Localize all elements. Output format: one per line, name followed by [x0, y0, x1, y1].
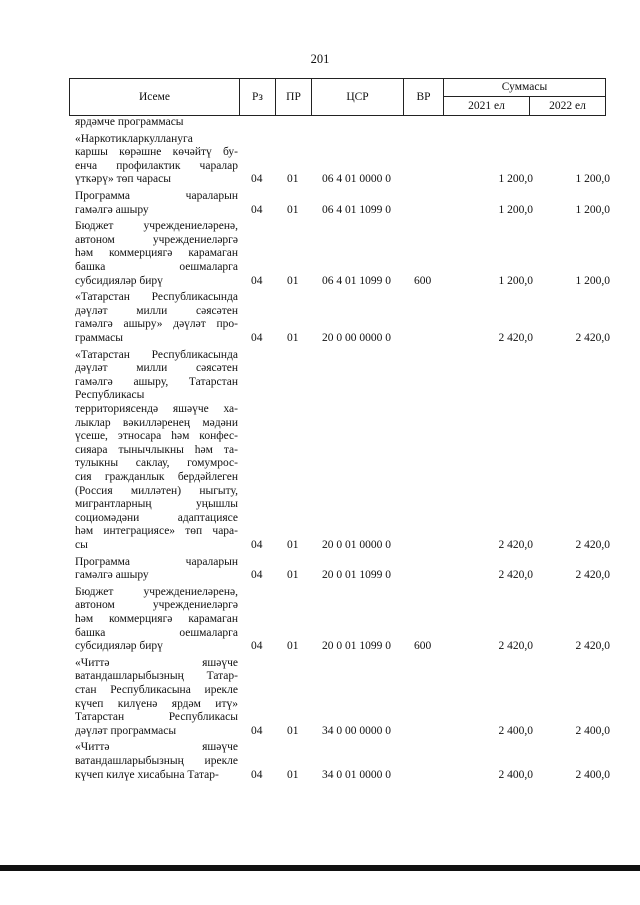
row-name-line: сы — [75, 538, 88, 551]
row-name-line: Программа чараларын — [75, 555, 238, 568]
row-pr: 01 — [287, 539, 299, 551]
page-number: 201 — [310, 52, 330, 66]
row-csr: 20 0 00 0000 0 — [322, 331, 391, 344]
row-pr: 01 — [287, 331, 299, 344]
row-name-line: Бюджет учреждениеләренә, — [75, 585, 238, 598]
row-name — [75, 133, 238, 187]
row-rz: 04 — [251, 331, 263, 344]
header-pr: ПР — [276, 79, 312, 116]
row-rz: 04 — [251, 640, 263, 653]
row-name — [75, 116, 238, 130]
row-pr: 01 — [287, 724, 299, 737]
row-name-line: лыклар вәкилләренең мәдәни — [75, 416, 238, 429]
row-name-line: һәм коммерциягә карамаган — [75, 612, 238, 625]
row-csr: 20 0 01 1099 0 — [322, 640, 391, 653]
row-sum-2022: 2 420,0 — [575, 640, 610, 653]
row-name-line: үткәрү» төп чарасы — [75, 173, 171, 186]
row-sum-2021: 2 420,0 — [498, 569, 533, 582]
row-sum-2022: 2 420,0 — [575, 331, 610, 344]
table-row — [0, 291, 640, 345]
table-row — [0, 133, 640, 187]
row-csr: 06 4 01 1099 0 — [322, 203, 391, 216]
row-csr: 34 0 01 0000 0 — [322, 768, 391, 781]
row-name-line: «Читтә яшәүче — [75, 656, 238, 669]
row-name-line: енча профилактик чаралар — [75, 159, 238, 172]
row-csr: 06 4 01 0000 0 — [322, 173, 391, 186]
row-sum-2021: 2 400,0 — [498, 768, 533, 781]
row-rz: 04 — [251, 768, 263, 781]
row-rz: 04 — [251, 724, 263, 737]
row-name-line: стан Республикасына ирекле — [75, 683, 238, 696]
row-rz: 04 — [251, 173, 263, 186]
row-sum-2022: 2 420,0 — [575, 539, 610, 551]
row-name-line: социомәдәни адаптациясе — [75, 511, 238, 524]
row-pr: 01 — [287, 274, 299, 287]
row-name-line: каршы көрәшне көчәйтү бу- — [75, 146, 238, 159]
row-rz: 04 — [251, 274, 263, 287]
row-name-line: дәүләт милли сәясәтен — [75, 304, 238, 317]
header-rz: Рз — [240, 79, 276, 116]
table-row — [0, 657, 640, 739]
row-name-line: «Татарстан Республикасында — [75, 348, 238, 361]
row-sum-2022: 1 200,0 — [575, 274, 610, 287]
row-name-line: субсидияләр бирү — [75, 274, 163, 287]
row-name-line: ватандашларыбызның Татар- — [75, 670, 238, 683]
row-name-line: «Наркотикларкулланугa — [75, 132, 193, 145]
row-sum-2022: 1 200,0 — [575, 203, 610, 216]
row-name-line: субсидияләр бирү — [75, 640, 163, 653]
row-name-line: дәүләт программасы — [75, 724, 177, 737]
row-pr: 01 — [287, 569, 299, 582]
table-row — [0, 741, 640, 782]
row-name — [75, 291, 238, 345]
row-sum-2021: 2 400,0 — [498, 724, 533, 737]
row-sum-2021: 1 200,0 — [498, 203, 533, 216]
row-name-line: гамәлгә ашыру — [75, 203, 149, 216]
row-name-line: Бюджет учреждениеләренә, — [75, 220, 238, 233]
row-name-line: үсеше, этносара һәм конфес- — [75, 430, 238, 443]
header-year-2021: 2021 ел — [444, 97, 530, 116]
row-name-line: Программа чараларын — [75, 190, 238, 202]
row-name-line: граммасы — [75, 331, 123, 344]
row-pr: 01 — [287, 173, 299, 186]
header-year-2022: 2022 ел — [530, 97, 606, 116]
row-name-line: күчеп килүе хисабына Татар- — [75, 768, 219, 781]
row-name-line: территориясендә яшәүче ха- — [75, 402, 238, 415]
table-row — [0, 586, 640, 654]
row-name — [75, 657, 238, 739]
row-name-line: сияара тынычлыкны һәм та- — [75, 443, 238, 456]
row-pr: 01 — [287, 203, 299, 216]
header-csr: ЦСР — [312, 79, 404, 116]
row-rz: 04 — [251, 569, 263, 582]
row-vr: 600 — [414, 274, 432, 287]
row-name — [75, 190, 238, 217]
row-name-line: (Россия милләтен) ныгыту, — [75, 484, 238, 497]
row-pr: 01 — [287, 768, 299, 781]
row-name-line: «Читтә яшәүче — [75, 741, 238, 754]
row-sum-2021: 2 420,0 — [498, 640, 533, 653]
row-name-line: башка оешмаларга — [75, 260, 238, 273]
row-sum-2022: 1 200,0 — [575, 173, 610, 186]
row-name-line: күчеп килүенә ярдәм итү» — [75, 697, 238, 710]
row-name-line: гамәлгә ашыру» дәүләт про- — [75, 318, 238, 331]
row-name-line: автоном учреждениеләргә — [75, 233, 238, 246]
row-sum-2021: 2 420,0 — [498, 539, 533, 551]
row-sum-2022: 2 400,0 — [575, 724, 610, 737]
table-row — [0, 556, 640, 583]
header-vr: ВР — [404, 79, 444, 116]
row-csr: 34 0 00 0000 0 — [322, 724, 391, 737]
row-name-line: һәм коммерциягә карамаган — [75, 247, 238, 260]
row-name-line: автоном учреждениеләргә — [75, 599, 238, 612]
row-name-line: дәүләт милли сәясәтен — [75, 362, 238, 375]
row-name-line: сия гражданлык бердәйлеген — [75, 470, 238, 483]
row-name-line: тулыкны саклау, гомумрос- — [75, 457, 238, 470]
row-name-line: һәм интеграциясе» төп чара- — [75, 525, 238, 538]
row-name-line: Татарстан Республикасы — [75, 711, 238, 724]
row-name — [75, 741, 238, 782]
row-sum-2022: 2 420,0 — [575, 569, 610, 582]
row-csr: 06 4 01 1099 0 — [322, 274, 391, 287]
table-row — [0, 190, 640, 217]
row-name-line: гамәлгә ашыру, Татарстан — [75, 375, 238, 388]
row-name-line: ватандашларыбызның ирекле — [75, 754, 238, 767]
bottom-rule — [0, 865, 640, 871]
table-row — [0, 220, 640, 288]
row-name-line: башка оешмаларга — [75, 626, 238, 639]
row-sum-2021: 1 200,0 — [498, 173, 533, 186]
row-name-line: «Татарстан Республикасында — [75, 291, 238, 304]
table-header — [69, 78, 606, 116]
header-sums: Суммасы — [444, 79, 606, 97]
row-rz: 04 — [251, 539, 263, 551]
row-csr: 20 0 01 0000 0 — [322, 539, 391, 551]
row-pr: 01 — [287, 640, 299, 653]
row-name-line: Республикасы — [75, 389, 145, 402]
table-row — [0, 116, 640, 130]
row-name-line: ярдәмче программасы — [75, 116, 184, 128]
row-vr: 600 — [414, 640, 432, 653]
header-name: Исеме — [70, 79, 240, 116]
row-name — [75, 220, 238, 288]
row-name — [75, 349, 238, 553]
row-name — [75, 556, 238, 583]
row-name — [75, 586, 238, 654]
table-row — [0, 349, 640, 553]
row-sum-2022: 2 400,0 — [575, 768, 610, 781]
row-name-line: гамәлгә ашыру — [75, 569, 149, 582]
row-sum-2021: 2 420,0 — [498, 331, 533, 344]
row-name-line: мигрантларның уңышлы — [75, 498, 238, 511]
row-rz: 04 — [251, 203, 263, 216]
row-csr: 20 0 01 1099 0 — [322, 569, 391, 582]
row-sum-2021: 1 200,0 — [498, 274, 533, 287]
